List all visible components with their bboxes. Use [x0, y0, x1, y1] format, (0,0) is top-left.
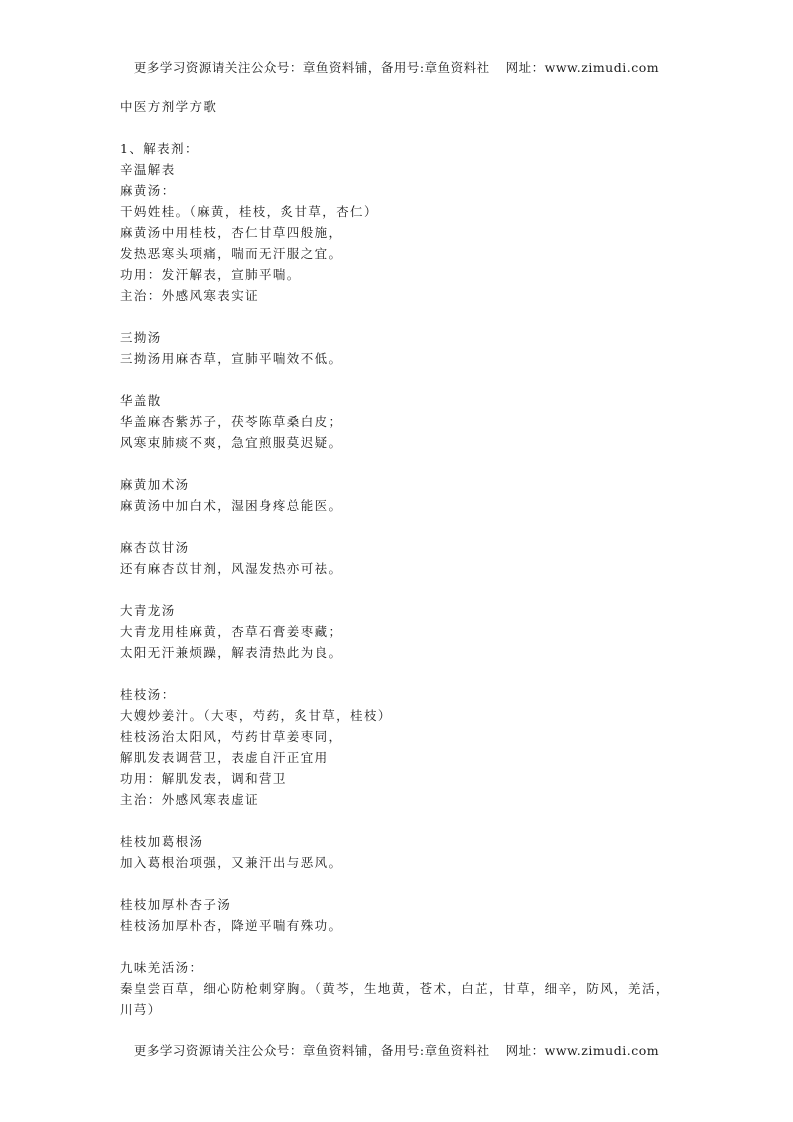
- formula-line: 主治：外感风寒表虚证: [120, 792, 260, 807]
- formula-section: [120, 537, 680, 579]
- formula-line: 还有麻杏苡甘剂，风湿发热亦可祛。: [120, 561, 343, 576]
- formula-section: [120, 390, 680, 453]
- formula-section: [120, 894, 680, 936]
- formula-name: 大青龙汤: [120, 603, 176, 618]
- formula-line: 加入葛根治项强，又兼汗出与恶风。: [120, 855, 343, 870]
- formula-line: 解肌发表调营卫，表虚自汗正宜用: [120, 750, 329, 765]
- formula-name: 桂枝加厚朴杏子汤: [120, 897, 232, 912]
- formula-section: [120, 831, 680, 873]
- formula-line: 主治：外感风寒表实证: [120, 288, 260, 303]
- subchapter-heading: 辛温解表: [120, 162, 176, 177]
- spacer: [120, 873, 680, 894]
- formula-name: 三拗汤: [120, 330, 162, 345]
- formula-line: 桂枝汤治太阳风，芍药甘草姜枣同，: [120, 729, 343, 744]
- formula-line: 大嫂炒姜汁。（大枣，芍药，炙甘草，桂枝）: [120, 708, 392, 723]
- spacer: [120, 579, 680, 600]
- spacer: [120, 810, 680, 831]
- formula-section: [120, 180, 680, 306]
- formula-name: 桂枝汤：: [120, 687, 176, 702]
- formula-line: 秦皇尝百草，细心防枪刺穿胸。（黄芩，生地黄，苍术，白芷，甘草，细辛，防风，羌活，川芎）: [120, 981, 670, 1017]
- header-site-url[interactable]: www.zimudi.com: [544, 60, 660, 75]
- document-title: 中医方剂学方歌: [120, 99, 218, 114]
- spacer: [120, 663, 680, 684]
- formula-line: 三拗汤用麻杏草，宣肺平喘效不低。: [120, 351, 343, 366]
- formula-section: [120, 474, 680, 516]
- formula-line: 大青龙用桂麻黄，杏草石膏姜枣藏；: [120, 624, 343, 639]
- spacer: [120, 369, 680, 390]
- formula-name: 麻黄加术汤: [120, 477, 190, 492]
- formula-line: 风寒束肺痰不爽，急宜煎服莫迟疑。: [120, 435, 343, 450]
- formula-line: 麻黄汤中加白术，湿困身疼总能医。: [120, 498, 343, 513]
- formula-line: 麻黄汤中用桂枝，杏仁甘草四般施，: [120, 225, 343, 240]
- formula-line: 桂枝汤加厚朴杏，降逆平喘有殊功。: [120, 918, 343, 933]
- page-footer: [0, 1041, 793, 1059]
- header-site-label: 网址：: [505, 60, 545, 75]
- document-body: [120, 96, 680, 1020]
- formula-name: 九味羌活汤：: [120, 960, 204, 975]
- formula-section: [120, 600, 680, 663]
- formula-line: 功用：解肌发表，调和营卫: [120, 771, 287, 786]
- formula-name: 麻杏苡甘汤: [120, 540, 190, 555]
- spacer: [120, 516, 680, 537]
- formula-name: 华盖散: [120, 393, 162, 408]
- formula-line: 功用：发汗解表，宣肺平喘。: [120, 267, 301, 282]
- formula-line: 华盖麻杏紫苏子，茯苓陈草桑白皮；: [120, 414, 343, 429]
- spacer: [120, 936, 680, 957]
- formula-name: 桂枝加葛根汤: [120, 834, 204, 849]
- page-header: [0, 58, 793, 76]
- chapter-heading: 1、解表剂：: [120, 141, 199, 156]
- spacer: [120, 453, 680, 474]
- formula-section: [120, 327, 680, 369]
- footer-site-label: 网址：: [505, 1043, 545, 1058]
- formula-line: 太阳无汗兼烦躁，解表清热此为良。: [120, 645, 343, 660]
- spacer: [120, 306, 680, 327]
- footer-notice: 更多学习资源请关注公众号：章鱼资料铺，备用号:章鱼资料社: [133, 1043, 490, 1058]
- footer-site-url[interactable]: www.zimudi.com: [544, 1043, 660, 1058]
- formula-line: 发热恶寒头项痛，喘而无汗服之宜。: [120, 246, 343, 261]
- formula-line: 干妈姓桂。（麻黄，桂枝，炙甘草，杏仁）: [120, 204, 378, 219]
- formula-section: [120, 684, 680, 810]
- formula-section: [120, 957, 680, 1020]
- formula-name: 麻黄汤：: [120, 183, 176, 198]
- header-notice: 更多学习资源请关注公众号：章鱼资料铺，备用号:章鱼资料社: [133, 60, 490, 75]
- spacer: [120, 117, 680, 138]
